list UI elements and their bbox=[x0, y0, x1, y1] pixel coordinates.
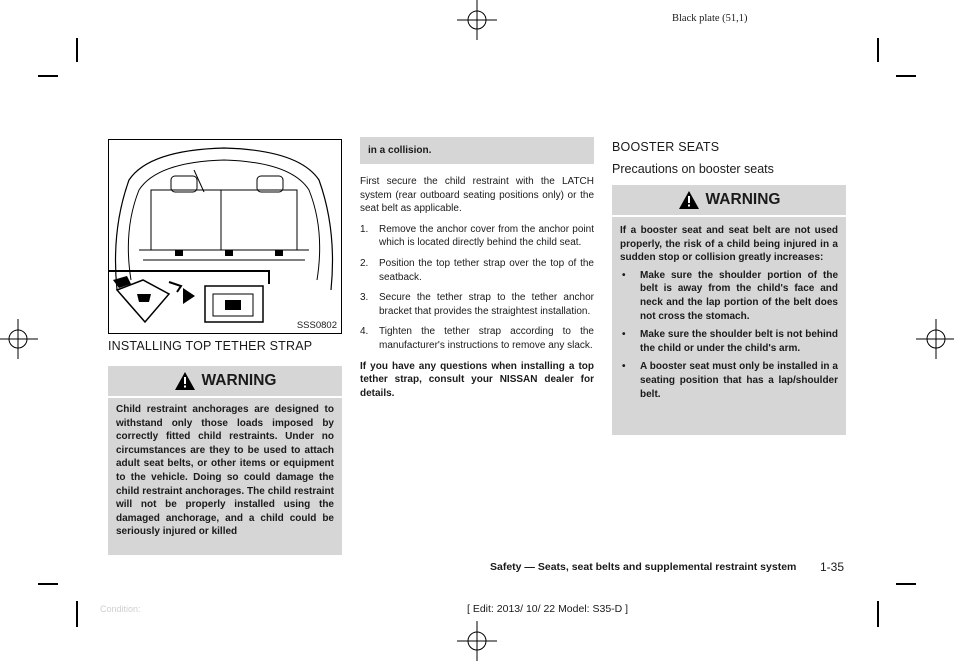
middle-text bbox=[360, 175, 594, 407]
bullet-item bbox=[620, 360, 838, 401]
step-number: 4. bbox=[360, 326, 369, 338]
step-number: 2. bbox=[360, 257, 369, 269]
tether-warning-header bbox=[108, 366, 342, 398]
step-text: Secure the tether strap to the tether anchor bracket that provides the straightest installation. bbox=[379, 292, 594, 317]
bullet-text: Make sure the shoulder belt is not behind the child or under the child's arm. bbox=[640, 329, 838, 354]
intro-paragraph: First secure the child restraint with the LATCH system (rear outboard seating positions only) or the seat belt as applicable. bbox=[360, 176, 594, 215]
crop-mark-bottom-right-h bbox=[896, 583, 916, 585]
crop-mark-top-left-v bbox=[76, 38, 78, 62]
condition-label: Condition: bbox=[100, 604, 141, 614]
registration-mark-bottom bbox=[455, 617, 499, 661]
step-item bbox=[360, 291, 594, 318]
bullet-item bbox=[620, 328, 838, 355]
tether-figure bbox=[108, 139, 342, 334]
step-item bbox=[360, 257, 594, 284]
crop-mark-top-right-h bbox=[896, 75, 916, 77]
booster-heading: BOOSTER SEATS bbox=[612, 140, 720, 154]
registration-mark-right bbox=[910, 317, 954, 361]
tether-heading: INSTALLING TOP TETHER STRAP bbox=[108, 339, 313, 353]
step-item bbox=[360, 223, 594, 250]
bullet-text: Make sure the shoulder portion of the belt is away from the child's face and neck and the lap portion of the belt does not cross the stomach. bbox=[640, 269, 838, 322]
warning-triangle-icon bbox=[678, 190, 700, 210]
booster-warning-body bbox=[612, 217, 846, 435]
warning-triangle-icon bbox=[174, 371, 196, 391]
tether-warning-text: Child restraint anchorages are designed to withstand only those loads imposed by correctly fitted child restraints. Under no circumstances are they to be used to attach adult seat belts, or other items or equipment to the vehicle. Doing so could damage the child restraint anchorages. The child restraint will not be properly installed using the damaged anchorage, and a child could be seriously injured or killed bbox=[116, 404, 334, 538]
crop-mark-top-left-h bbox=[38, 75, 58, 77]
crop-mark-bottom-left-v bbox=[76, 601, 78, 627]
bullet-item bbox=[620, 269, 838, 323]
registration-mark-left bbox=[0, 317, 44, 361]
tether-warning-title: WARNING bbox=[201, 372, 277, 389]
registration-mark-top bbox=[455, 0, 499, 44]
edit-info: [ Edit: 2013/ 10/ 22 Model: S35-D ] bbox=[467, 603, 629, 615]
plate-label: Black plate (51,1) bbox=[672, 13, 748, 24]
crop-mark-bottom-right-v bbox=[877, 601, 879, 627]
crop-mark-top-right-v bbox=[877, 38, 879, 62]
tether-warning-body bbox=[108, 398, 342, 555]
bullet-text: A booster seat must only be installed in a seating position that has a lap/shoulder belt. bbox=[640, 361, 838, 400]
step-number: 1. bbox=[360, 223, 369, 235]
bullet-dot: • bbox=[622, 269, 626, 281]
footer-section-title: Safety — Seats, seat belts and supplemental restraint system bbox=[490, 561, 797, 573]
booster-subheading: Precautions on booster seats bbox=[612, 162, 774, 176]
step-item bbox=[360, 325, 594, 352]
booster-warning-intro: If a booster seat and seat belt are not used properly, the risk of a child being injured in a sudden stop or collision greatly increases: bbox=[620, 225, 838, 264]
step-number: 3. bbox=[360, 292, 369, 304]
booster-warning-title: WARNING bbox=[705, 191, 781, 208]
booster-bullets bbox=[620, 269, 838, 401]
step-text: Remove the anchor cover from the anchor point which is located directly behind the child seat. bbox=[379, 223, 594, 249]
steps-list bbox=[360, 223, 594, 353]
step-text: Position the top tether strap over the top of the seatback. bbox=[379, 257, 594, 283]
bullet-dot: • bbox=[622, 361, 626, 373]
collision-text: in a collision. bbox=[368, 145, 432, 156]
booster-warning-header bbox=[612, 185, 846, 217]
anchor-cover-illustration bbox=[113, 272, 273, 332]
collision-continuation bbox=[360, 137, 594, 164]
crop-mark-bottom-left-h bbox=[38, 583, 58, 585]
figure-code: SSS0802 bbox=[296, 320, 337, 331]
bullet-dot: • bbox=[622, 329, 626, 341]
page-number: 1-35 bbox=[820, 560, 845, 574]
step-text: Tighten the tether strap according to the manufacturer's instructions to remove any slack. bbox=[379, 326, 594, 351]
dealer-note: If you have any questions when installing a top tether strap, consult your NISSAN dealer for details. bbox=[360, 360, 594, 399]
